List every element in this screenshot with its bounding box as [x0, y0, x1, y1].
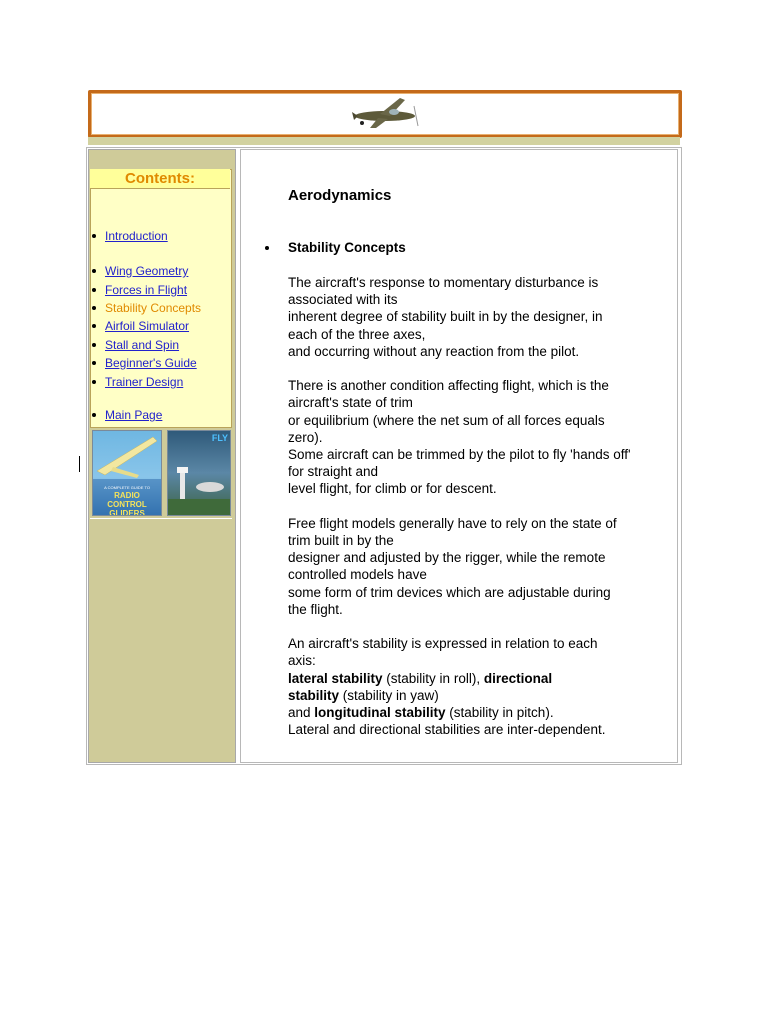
text-fragment: (stability in pitch). — [445, 705, 554, 721]
text-line: controlled models have — [288, 567, 427, 583]
text-line: Some aircraft can be trimmed by the pilot to fly 'hands off' — [288, 447, 631, 463]
text-line: the flight. — [288, 601, 343, 617]
text-line: Free flight models generally have to rely on the state of — [288, 515, 617, 531]
airplane-logo-icon — [350, 92, 420, 132]
text-line: level flight, for climb or for descent. — [288, 481, 497, 497]
bullet-icon — [265, 246, 269, 250]
book-cover-fly[interactable] — [167, 430, 231, 516]
text-cursor — [79, 456, 80, 472]
bullet-icon — [92, 413, 96, 417]
text-line — [288, 687, 672, 704]
term-stability: stability — [288, 687, 340, 703]
nav-link-introduction[interactable]: Introduction — [105, 229, 168, 243]
text-line — [288, 670, 672, 687]
nav-link-stall-and-spin[interactable]: Stall and Spin — [105, 338, 180, 352]
text-line: aircraft's state of trim — [288, 395, 413, 411]
bullet-icon — [92, 234, 96, 238]
contents-title: Contents: — [90, 169, 230, 189]
sidebar-divider — [90, 518, 232, 519]
article-body — [288, 274, 672, 756]
text-line: Lateral and directional stabilities are inter-dependent. — [288, 722, 606, 738]
text-fragment: (stability in yaw) — [339, 687, 439, 703]
term-directional: directional — [483, 670, 553, 686]
bullet-icon — [92, 343, 96, 347]
text-fragment: and — [288, 705, 315, 721]
text-line: axis: — [288, 653, 316, 669]
term-lateral-stability: lateral stability — [288, 670, 383, 686]
text-fragment: (stability in roll), — [382, 670, 484, 686]
paragraph-response — [288, 274, 672, 360]
banner-strip — [88, 137, 680, 145]
bullet-icon — [92, 324, 96, 328]
text-line — [288, 704, 672, 721]
text-line: and occurring without any reaction from the pilot. — [288, 343, 580, 359]
text-line: The aircraft's response to momentary disturbance is — [288, 275, 599, 290]
text-line: zero). — [288, 429, 323, 445]
tower-icon — [168, 431, 230, 515]
contents-panel — [90, 169, 232, 428]
text-line: There is another condition affecting flight, which is the — [288, 378, 609, 394]
nav-link-wing-geometry[interactable]: Wing Geometry — [105, 264, 189, 278]
text-line: trim built in by the — [288, 533, 394, 549]
text-line: An aircraft's stability is expressed in relation to each — [288, 636, 598, 652]
text-line: designer and adjusted by the rigger, while the remote — [288, 550, 606, 566]
text-line: some form of trim devices which are adjustable during — [288, 584, 611, 600]
nav-link-main-page[interactable]: Main Page — [105, 408, 163, 422]
nav-link-beginners-guide[interactable]: Beginner's Guide — [105, 356, 197, 370]
book-cover-rc-gliders[interactable] — [92, 430, 162, 516]
page-title: Aerodynamics — [288, 187, 392, 204]
nav-current-stability-concepts: Stability Concepts — [105, 301, 202, 315]
paragraph-axes — [288, 635, 672, 738]
text-line: associated with its — [288, 292, 398, 308]
bullet-icon — [92, 306, 96, 310]
term-longitudinal-stability: longitudinal stability — [314, 705, 446, 721]
paragraph-trim — [288, 377, 672, 497]
bullet-icon — [92, 361, 96, 365]
book-badge: FLY — [211, 433, 228, 443]
bullet-icon — [92, 269, 96, 273]
text-line: each of the three axes, — [288, 326, 426, 342]
text-line: inherent degree of stability built in by the designer, in — [288, 309, 603, 325]
book-title: RADIO CONTROL GLIDERS — [107, 491, 147, 516]
bullet-icon — [92, 288, 96, 292]
paragraph-free-flight — [288, 515, 672, 618]
section-title: Stability Concepts — [288, 240, 406, 255]
text-line: for straight and — [288, 464, 379, 480]
nav-link-airfoil-simulator[interactable]: Airfoil Simulator — [105, 319, 190, 333]
book-subtitle: A COMPLETE GUIDE TO — [104, 485, 150, 490]
nav-link-trainer-design[interactable]: Trainer Design — [105, 375, 184, 389]
bullet-icon — [92, 380, 96, 384]
text-line: or equilibrium (where the net sum of all forces equals — [288, 412, 605, 428]
nav-link-forces-in-flight[interactable]: Forces in Flight — [105, 283, 188, 297]
